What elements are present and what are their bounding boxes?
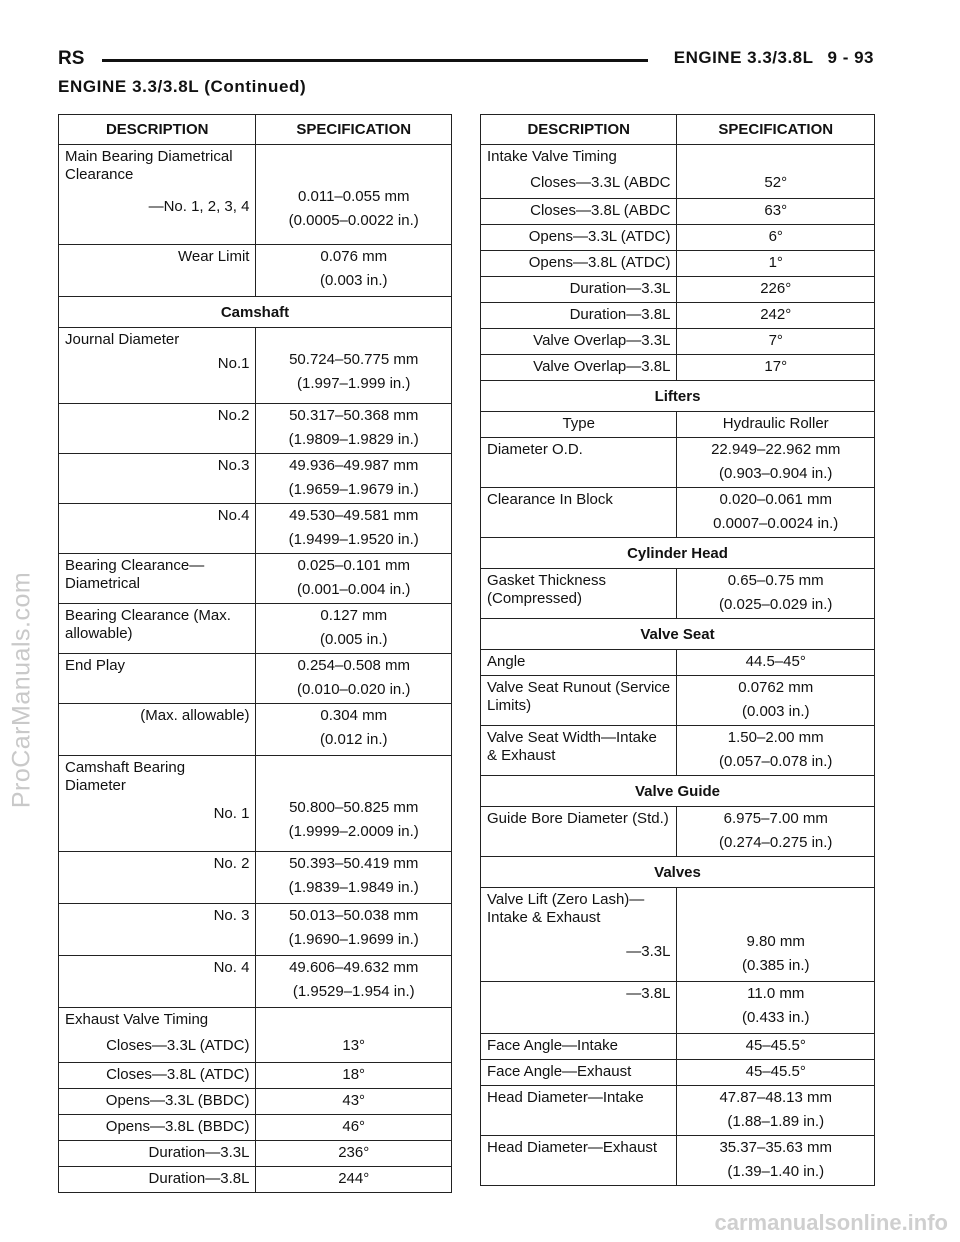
row-spec: 35.37–35.63 mm (1.39–1.40 in.)	[677, 1136, 875, 1186]
row-spec: 49.936–49.987 mm (1.9659–1.9679 in.)	[256, 454, 452, 504]
section-row	[481, 857, 875, 888]
table-row	[481, 329, 875, 355]
row-spec: 13°	[256, 1008, 452, 1063]
row-spec: 63°	[677, 199, 875, 225]
table-row	[481, 303, 875, 329]
row-description: Valve Seat Width—Intake & Exhaust	[481, 726, 677, 776]
table-row	[59, 554, 452, 604]
table-header	[59, 115, 452, 145]
row-description: Duration—3.8L	[59, 1167, 256, 1193]
table-row	[59, 904, 452, 956]
row-description: Opens—3.8L (ATDC)	[481, 251, 677, 277]
table-row	[481, 888, 875, 982]
row-spec: 0.65–0.75 mm (0.025–0.029 in.)	[677, 569, 875, 619]
row-spec: 43°	[256, 1089, 452, 1115]
row-spec: 6.975–7.00 mm (0.274–0.275 in.)	[677, 807, 875, 857]
table-row	[481, 438, 875, 488]
row-spec: 6°	[677, 225, 875, 251]
row-spec: 52°	[677, 145, 875, 199]
col-specification: SPECIFICATION	[677, 115, 875, 145]
row-description: No. 2	[59, 852, 256, 904]
row-description: No. 4	[59, 956, 256, 1008]
table-row	[59, 1008, 452, 1063]
spec-table-left	[58, 114, 452, 1193]
row-description: No.4	[59, 504, 256, 554]
side-watermark	[2, 480, 42, 900]
row-description: Opens—3.3L (ATDC)	[481, 225, 677, 251]
table-row	[59, 145, 452, 245]
table-row	[59, 454, 452, 504]
table-row	[59, 654, 452, 704]
table-row	[481, 726, 875, 776]
row-spec: 49.606–49.632 mm (1.9529–1.954 in.)	[256, 956, 452, 1008]
row-description: Type	[481, 412, 677, 438]
row-spec: 22.949–22.962 mm (0.903–0.904 in.)	[677, 438, 875, 488]
header-right	[660, 48, 874, 68]
table-row	[59, 852, 452, 904]
row-spec: 50.724–50.775 mm (1.997–1.999 in.)	[256, 328, 452, 404]
table-row	[481, 1060, 875, 1086]
row-spec: 0.0762 mm (0.003 in.)	[677, 676, 875, 726]
table-row	[59, 604, 452, 654]
table-header	[481, 115, 875, 145]
table-row	[481, 277, 875, 303]
row-description: —3.8L	[481, 982, 677, 1034]
row-spec: 44.5–45°	[677, 650, 875, 676]
row-spec: 226°	[677, 277, 875, 303]
table-row	[59, 404, 452, 454]
col-specification: SPECIFICATION	[256, 115, 452, 145]
row-spec: 49.530–49.581 mm (1.9499–1.9520 in.)	[256, 504, 452, 554]
row-description: Head Diameter—Intake	[481, 1086, 677, 1136]
table-row	[59, 1115, 452, 1141]
row-description: Intake Valve Timing Closes—3.3L (ABDC	[481, 145, 677, 199]
col-description: DESCRIPTION	[59, 115, 256, 145]
row-spec: 50.393–50.419 mm (1.9839–1.9849 in.)	[256, 852, 452, 904]
row-spec: 1°	[677, 251, 875, 277]
row-description: Bearing Clearance (Max. allowable)	[59, 604, 256, 654]
row-spec: 11.0 mm (0.433 in.)	[677, 982, 875, 1034]
header-title: ENGINE 3.3/3.8L	[673, 48, 814, 67]
row-spec: 50.317–50.368 mm (1.9809–1.9829 in.)	[256, 404, 452, 454]
row-spec: 0.304 mm (0.012 in.)	[256, 704, 452, 756]
row-description: Closes—3.8L (ATDC)	[59, 1063, 256, 1089]
table-row	[481, 807, 875, 857]
page-number: 9 - 93	[827, 48, 874, 67]
row-description: Duration—3.3L	[481, 277, 677, 303]
table-row	[59, 504, 452, 554]
table-row	[59, 704, 452, 756]
row-description: Journal Diameter No.1	[59, 328, 256, 404]
row-spec: 244°	[256, 1167, 452, 1193]
table-row	[481, 569, 875, 619]
row-spec: 236°	[256, 1141, 452, 1167]
section-valve-seat: Valve Seat	[481, 619, 875, 650]
row-spec: 50.800–50.825 mm (1.9999–2.0009 in.)	[256, 756, 452, 852]
row-description: Valve Lift (Zero Lash)—Intake & Exhaust —3.3L	[481, 888, 677, 982]
row-description: Duration—3.3L	[59, 1141, 256, 1167]
row-spec: 242°	[677, 303, 875, 329]
row-spec: 50.013–50.038 mm (1.9690–1.9699 in.)	[256, 904, 452, 956]
page-subtitle: ENGINE 3.3/3.8L (Continued)	[58, 77, 307, 96]
table-row	[481, 1034, 875, 1060]
row-description: No. 3	[59, 904, 256, 956]
row-description: Valve Seat Runout (Service Limits)	[481, 676, 677, 726]
table-row	[481, 650, 875, 676]
table-row	[59, 756, 452, 852]
row-spec: 1.50–2.00 mm (0.057–0.078 in.)	[677, 726, 875, 776]
table-row	[59, 328, 452, 404]
table-row	[59, 1141, 452, 1167]
row-description: Guide Bore Diameter (Std.)	[481, 807, 677, 857]
section-valves: Valves	[481, 857, 875, 888]
row-spec: 0.254–0.508 mm (0.010–0.020 in.)	[256, 654, 452, 704]
row-description: Wear Limit	[59, 245, 256, 297]
row-description: Head Diameter—Exhaust	[481, 1136, 677, 1186]
row-description: Opens—3.3L (BBDC)	[59, 1089, 256, 1115]
row-description: End Play	[59, 654, 256, 704]
bottom-watermark: carmanualsonline.info	[714, 1210, 948, 1235]
row-spec: 0.020–0.061 mm 0.0007–0.0024 in.)	[677, 488, 875, 538]
row-spec: 46°	[256, 1115, 452, 1141]
row-description: Gasket Thickness (Compressed)	[481, 569, 677, 619]
row-description: Face Angle—Exhaust	[481, 1060, 677, 1086]
row-spec: Hydraulic Roller	[677, 412, 875, 438]
table-row	[481, 145, 875, 199]
table-row	[481, 676, 875, 726]
row-spec: 0.127 mm (0.005 in.)	[256, 604, 452, 654]
table-row	[59, 956, 452, 1008]
table-row	[59, 1167, 452, 1193]
table-row	[59, 1063, 452, 1089]
row-description: Camshaft Bearing Diameter No. 1	[59, 756, 256, 852]
row-description: Main Bearing Diametrical Clearance —No. 1, 2, 3, 4	[59, 145, 256, 245]
table-row	[481, 412, 875, 438]
row-description: Diameter O.D.	[481, 438, 677, 488]
row-spec: 45–45.5°	[677, 1060, 875, 1086]
row-description: Bearing Clearance— Diametrical	[59, 554, 256, 604]
table-row	[481, 355, 875, 381]
row-spec: 45–45.5°	[677, 1034, 875, 1060]
row-spec: 7°	[677, 329, 875, 355]
table-row	[59, 245, 452, 297]
row-description: Valve Overlap—3.8L	[481, 355, 677, 381]
row-description: Exhaust Valve Timing Closes—3.3L (ATDC)	[59, 1008, 256, 1063]
table-row	[481, 488, 875, 538]
section-row	[59, 297, 452, 328]
row-description: Face Angle—Intake	[481, 1034, 677, 1060]
section-lifters: Lifters	[481, 381, 875, 412]
row-description: Clearance In Block	[481, 488, 677, 538]
row-description: Closes—3.8L (ABDC	[481, 199, 677, 225]
section-row	[481, 538, 875, 569]
table-row	[481, 1136, 875, 1186]
row-spec: 0.011–0.055 mm (0.0005–0.0022 in.)	[256, 145, 452, 245]
section-row	[481, 776, 875, 807]
table-row	[59, 1089, 452, 1115]
spec-table-right	[480, 114, 875, 1186]
row-spec: 0.076 mm (0.003 in.)	[256, 245, 452, 297]
section-valve-guide: Valve Guide	[481, 776, 875, 807]
header-rule	[102, 59, 648, 62]
row-spec: 47.87–48.13 mm (1.88–1.89 in.)	[677, 1086, 875, 1136]
row-description: Angle	[481, 650, 677, 676]
row-description: Opens—3.8L (BBDC)	[59, 1115, 256, 1141]
row-description: Duration—3.8L	[481, 303, 677, 329]
section-row	[481, 619, 875, 650]
col-description: DESCRIPTION	[481, 115, 677, 145]
row-spec: 17°	[677, 355, 875, 381]
row-description: Valve Overlap—3.3L	[481, 329, 677, 355]
side-watermark-text: ProCarManuals.com	[7, 571, 36, 809]
section-row	[481, 381, 875, 412]
row-description: No.2	[59, 404, 256, 454]
table-row	[481, 1086, 875, 1136]
section-code: RS	[58, 48, 85, 69]
row-spec: 9.80 mm (0.385 in.)	[677, 888, 875, 982]
table-row	[481, 251, 875, 277]
page-header	[58, 44, 874, 74]
row-spec: 18°	[256, 1063, 452, 1089]
section-camshaft: Camshaft	[59, 297, 452, 328]
table-row	[481, 982, 875, 1034]
row-description: No.3	[59, 454, 256, 504]
row-description: (Max. allowable)	[59, 704, 256, 756]
table-row	[481, 225, 875, 251]
table-row	[481, 199, 875, 225]
row-spec: 0.025–0.101 mm (0.001–0.004 in.)	[256, 554, 452, 604]
section-cylinder-head: Cylinder Head	[481, 538, 875, 569]
